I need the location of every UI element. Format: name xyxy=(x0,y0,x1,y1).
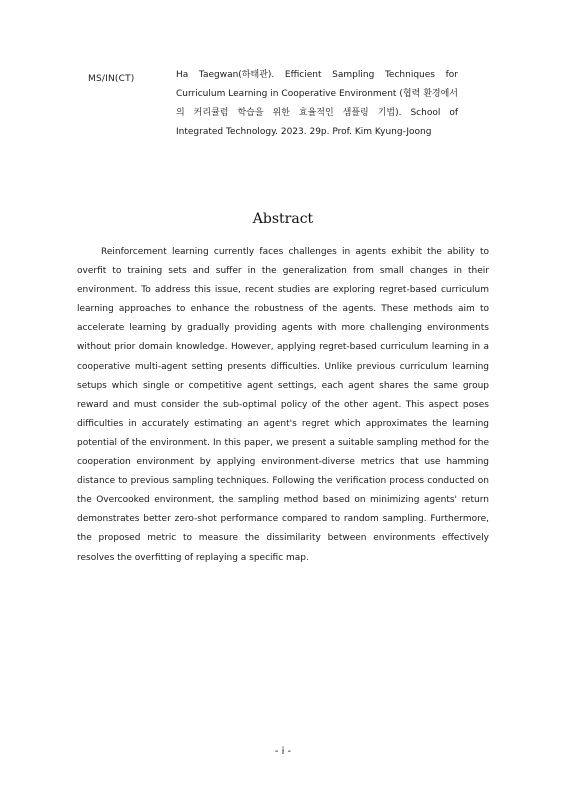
abstract-paragraph: Reinforcement learning currently faces challenges in agents exhibit the ability to overfit to training sets and suffer in the generalization from small changes in their environment. To address this issue, recent studies are exploring regret-based curriculum learning approaches to enhance the robustness of the agents. These methods aim to accelerate learning by gradually providing agents with more challenging environments without prior domain knowledge. However, applying regret-based curriculum learning in a cooperative multi-agent setting presents difficulties. Unlike previous curriculum learning setups which single or competitive agent settings, each agent shares the same group reward and must consider the sub-optimal policy of the other agent. This aspect poses difficulties in accurately estimating an agent's regret which approximates the learning potential of the environment. In this paper, we present a suitable sampling method for the cooperation environment by applying environment-diverse metrics that use hamming distance to previous sampling techniques. Following the verification process conducted on the Overcooked environment, the sampling method based on minimizing agents' return demonstrates better zero-shot performance compared to random sampling. Furthermore, the proposed metric to measure the dissimilarity between environments effectively resolves the overfitting of replaying a specific map. xyxy=(77,247,489,563)
thesis-citation: Ha Taegwan(하태관). Efficient Sampling Techniques for Curriculum Learning in Cooperative Environment (협력 환경에서의 커리큘럼 학습을 위한 효율적인 샘플링 기법). School of Integrated Technology. 2023. 29p. Prof. Kim Kyung-Joong xyxy=(176,70,458,137)
page-number: - i - xyxy=(274,746,292,757)
program-code: MS/IN(CT) xyxy=(88,74,135,84)
abstract-heading: Abstract xyxy=(252,211,314,227)
